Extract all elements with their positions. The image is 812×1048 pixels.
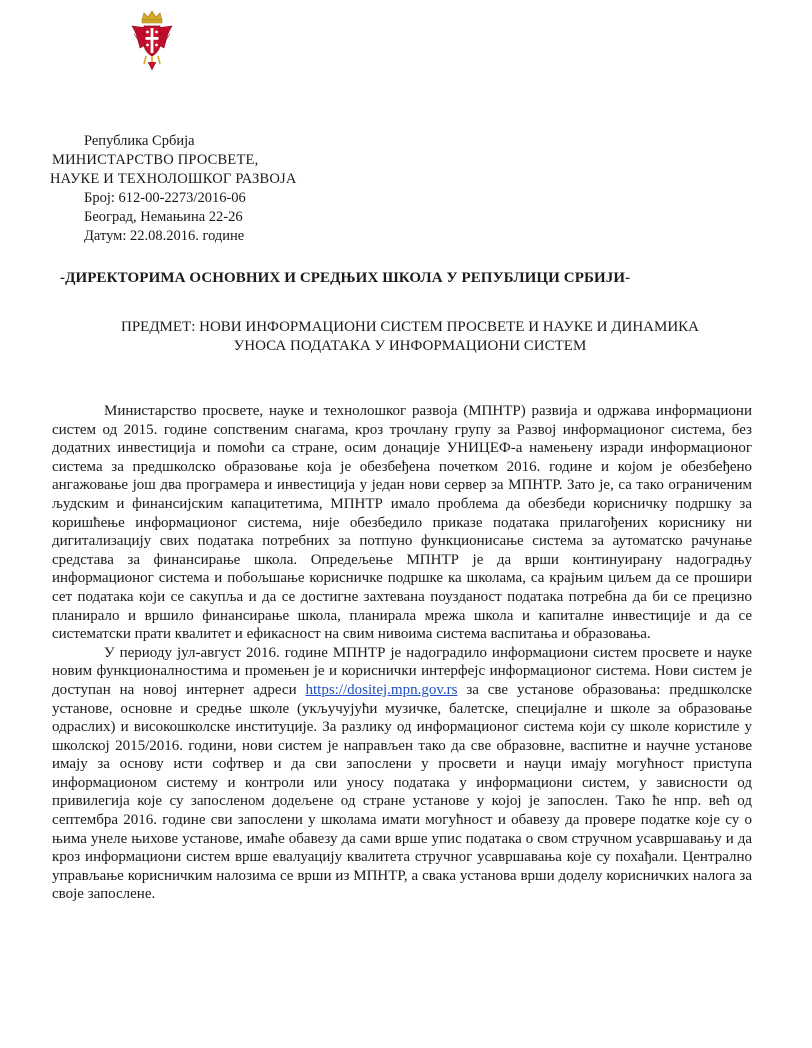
sender-address: Београд, Немањина 22-26 bbox=[84, 209, 243, 225]
paragraph-2-intro: У периоду јул-август 2016. године МПНТР је надоградило информациони систем просвете и науке новим функционалностима и промењен је и кориснички интерфејс информационог система. Нови систем је доступан на новој интернет адреси bbox=[52, 644, 752, 698]
subject-block bbox=[60, 318, 760, 356]
ministry-name-line1: МИНИСТАРСТВО ПРОСВЕТЕ, bbox=[52, 152, 259, 168]
document-date: Датум: 22.08.2016. године bbox=[84, 228, 245, 244]
coat-of-arms-icon bbox=[128, 10, 176, 72]
body-paragraph-1: Министарство просвете, науке и технолошког развоја (МПНТР) развија и одржава информациони систем од 2015. године сопственим снагама, кроз трочлану групу за Развој информационог система, без додатних инвестиција и помоћи са стране, осим донације УНИЦЕФ-а намењену изради информационог система за предшколско образовање која је обезбеђена почетком 2016. године и којом је обезбеђено ангажовање још два програмера и инвестиција у један нови сервер за МПНТР. Зато је, са тако ограниченим људским и финансијским капацитетима, МПНТР имало проблема да обезбеди корисничку подршку за коришћење информационог система, није обезбедило приказе података прилагођених кориснику ни дигитализацију свих података потребних за потпуно функционисање система за аутоматско рачунање средстава за финансирање школа. Опредељење МПНТР је да врши континуирану надоградњу информационог система и побољшање корисничке подршке ка школама, са крајњим циљем да се прошири сет података који се сакупља и да се достигне захтевана поузданост података потребна да би се прецизно планирало и вршило финансирање школа, планирала мрежа школа и капиталне инвестиције и да се систематски прати квалитет и ефикасност на свим нивоима система васпитања и образовања. bbox=[52, 403, 752, 643]
country-name: Република Србија bbox=[84, 133, 195, 149]
dositej-link[interactable]: https://dositej.mpn.gov.rs bbox=[305, 681, 458, 698]
recipients-line: -ДИРЕКТОРИМА ОСНОВНИХ И СРЕДЊИХ ШКОЛА У РЕПУБЛИЦИ СРБИЈИ- bbox=[60, 270, 631, 286]
subject-line1: ПРЕДМЕТ: НОВИ ИНФОРМАЦИОНИ СИСТЕМ ПРОСВЕТЕ И НАУКЕ И ДИНАМИКА bbox=[120, 319, 700, 335]
subject-line2: УНОСА ПОДАТАКА У ИНФОРМАЦИОНИ СИСТЕМ bbox=[233, 338, 587, 354]
ministry-name-line2: НАУКЕ И ТЕХНОЛОШКОГ РАЗВОЈА bbox=[50, 171, 297, 187]
letter-body bbox=[52, 402, 752, 904]
body-paragraph-2 bbox=[52, 644, 752, 904]
sender-header bbox=[50, 132, 370, 246]
document-number: Број: 612-00-2273/2016-06 bbox=[84, 190, 246, 206]
paragraph-2-rest: за све установе образовања: предшколске установе, основне и средње школе (укључујући музичке, балетске, специјалне и школе за образовање одраслих) и високошколске институције. За разлику од информационог система који су школе користиле у школској 2015/2016. години, нови систем је направљен тако да све образовне, васпитне и научне установе имају за основу исти софтвер и да сви запослени у просвети и науци имају могућност приступа информационом систему и контроли или уносу података у информациони систем, у зависности од привилегија које су запосленом додељене од стране установе у којој је запослен. Тако ће нпр. већ од септембра 2016. године сви запослени у школама имати могућност и обавезу да провере податке које су о њима унеле њихове установе, имаће обавезу да сами врше упис података о свом стручном усавршавању и да кроз информациони систем врше евалуацију квалитета стручног усавршавања које су похађали. Централно управљање корисничким налозима се врши из МПНТР, а свака установа врши доделу корисничких налога за своје запослене. bbox=[52, 681, 752, 903]
